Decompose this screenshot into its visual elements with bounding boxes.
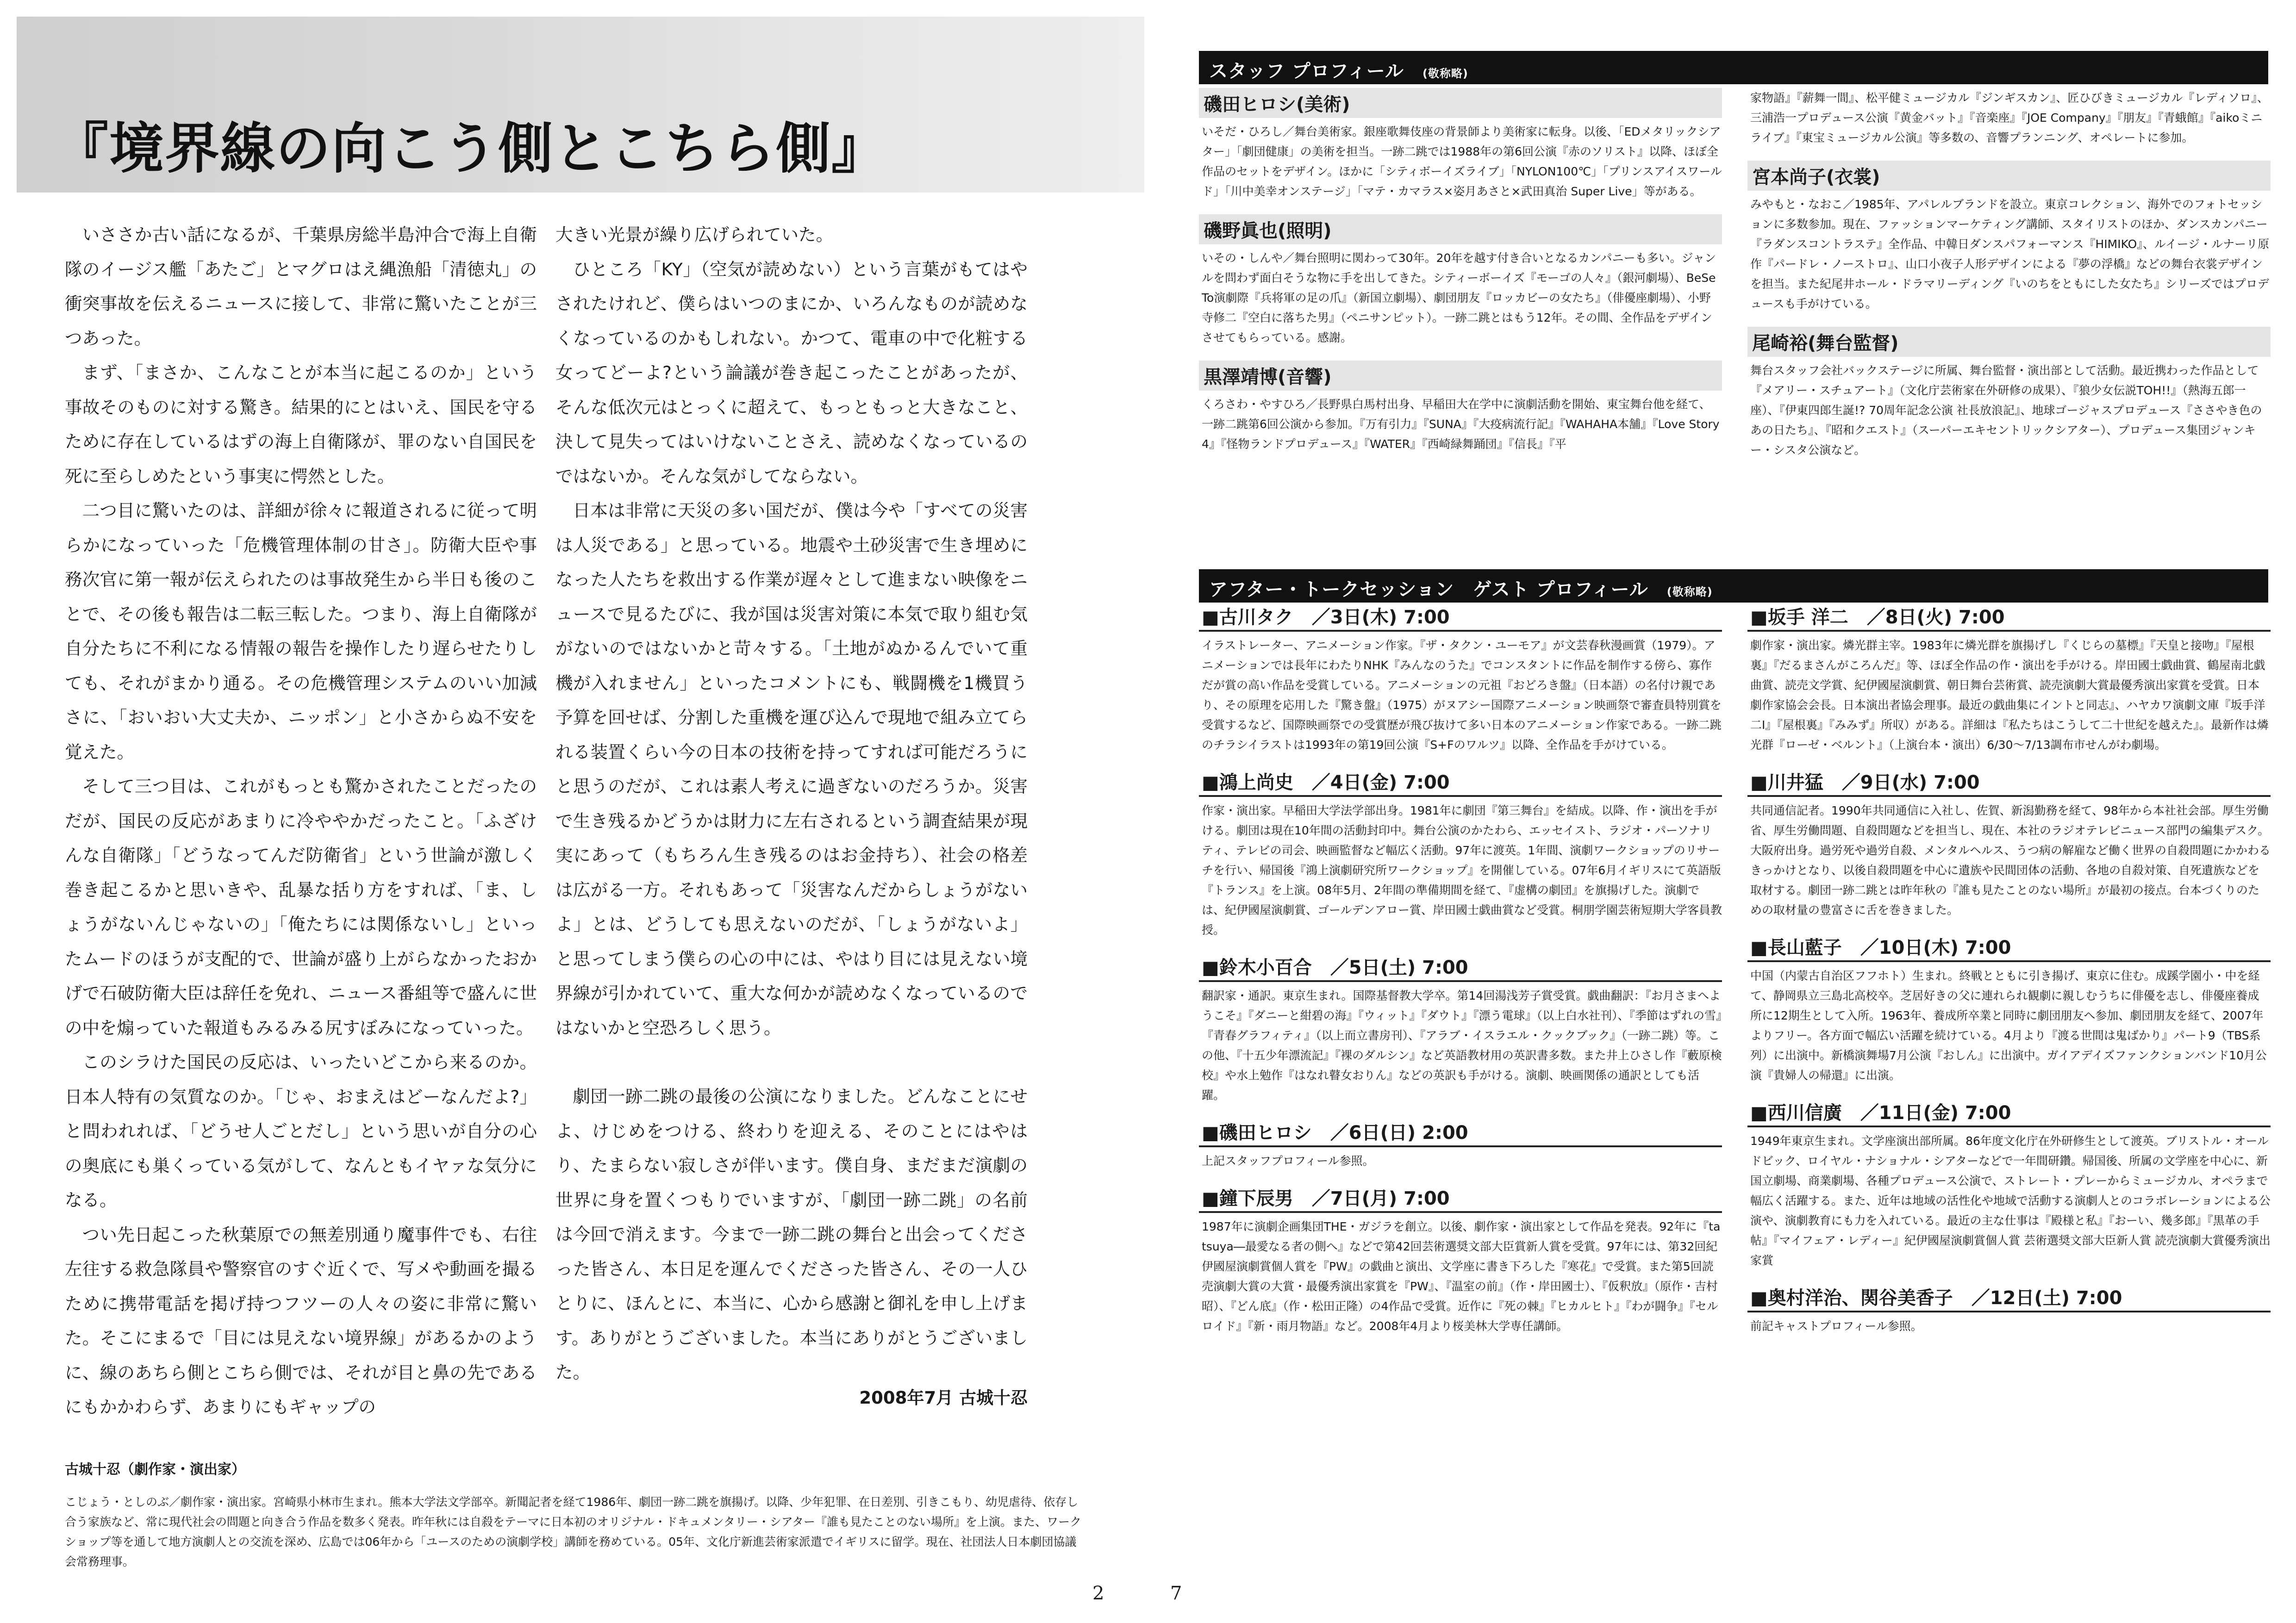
essay-paragraph: いささか古い話になるが、千葉県房総半島沖合で海上自衛隊のイージス艦「あたご」とマグロはえ縄漁船「清徳丸」の衝突事故を伝えるニュースに接して、非常に驚いたことが三つあった。 xyxy=(65,224,537,348)
staff-name: 磯田ヒロシ(美術) xyxy=(1199,88,1722,118)
staff-entry xyxy=(1747,161,2271,314)
essay-paragraph: ひところ「KY」（空気が読めない）という言葉がもてはやされたけれど、僕らはいつのまにか、いろんなものが読めなくなっているのかもしれない。かつて、電車の中で化粧する女ってどーよ?という論議が巻き起こったことがあったが、そんな低次元はとっくに超えて、もっともっと大きなこと、決して見失ってはいけないことさえ、読めなくなっているのではないか。そんな気がしてならない。 xyxy=(555,259,1028,486)
guest-entry xyxy=(1747,1282,2271,1336)
essay-body xyxy=(65,218,1092,1439)
essay-signature: 2008年7月 古城十忍 xyxy=(859,1388,1028,1408)
staff-name: 尾崎裕(舞台監督) xyxy=(1747,327,2271,357)
essay-paragraph: そして三つ目は、これがもっとも驚かされたことだったのだが、国民の反応があまりに冷ややかだったこと。「ふざけんな自衛隊」「どうなってんだ防衛省」という世論が激しく巻き起こるかと思いきや、乱暴な括り方をすれば、「ま、しょうがないんじゃないの」「俺たちには関係ないし」といったムードのほうが支配的で、世論が盛り上がらなかったおかげで石破防衛大臣は辞任を免れ、ニュース番組等で盛んに世の中を煽っていた報道もみるみる尻すぼみになっていった。 xyxy=(65,776,537,1038)
staff-entry xyxy=(1747,88,2271,148)
guest-text: 1949年東京生まれ。文学座演出部所属。86年度文化庁在外研修生として渡英。ブリストル・オールドビック、ロイヤル・ナショナル・シアターなどで一年間研鑽。帰国後、所属の文学座を中心に、新国立劇場、商業劇場、各種プロデュース公演で、ストレート・プレーからミュージカル、オペラまで幅広く活躍する。また、近年は地域の活性化や地域で活動する演劇人とのコラボレーションによる公演や、演劇教育にも力を入れている。最近の主な仕事は『殿様と私』『おーい、幾多郎』『黒革の手帖』『マイフェア・レディー』紀伊國屋演劇賞個人賞 芸術選奨文部大臣新人賞 読売演劇大賞優秀演出家賞 xyxy=(1750,1134,2271,1267)
guest-text: 翻訳家・通訳。東京生まれ。国際基督教大学卒。第14回湯浅芳子賞受賞。戯曲翻訳：『お月さまへようこそ』『ダニーと紺碧の海』『ウィット』『ダウト』『漂う電球』（以上白水社刊）、『季節はずれの雪』『青春グラフィティ』（以上而立書房刊）、『アラブ・イスラエル・クックブック』（一跡二跳）等。この他、『十五少年漂流記』『裸のダルシン』など英語教材用の英訳書多数。また井上ひさし作『藪原検校』や水上勉作『はなれ瞽女おりん』などの英訳も手がける。演劇、映画関係の通訳としても活躍。 xyxy=(1202,989,1722,1102)
guest-text: 上記スタッフプロフィール参照。 xyxy=(1202,1154,1374,1168)
author-bio-name: 古城十忍（劇作家・演出家） xyxy=(65,1461,245,1478)
guest-text: 劇作家・演出家。燐光群主宰。1983年に燐光群を旗揚げし『くじらの墓標』『天皇と接吻』『屋根裏』『だるまさんがころんだ』等、ほぼ全作品の作・演出を手がける。岸田國士戯曲賞、鶴屋南北戯曲賞、読売文学賞、紀伊國屋演劇賞、朝日舞台芸術賞、読売演劇大賞最優秀演出家賞を受賞。日本劇作家協会会長。日本演出者協会理事。最近の戯曲集にイントと同志』、ハヤカワ演劇文庫『坂手洋二I』『屋根裏』『みみず』所収）がある。詳細は『私たちはこうして二十世紀を越えた』。最新作は燐光群『ローゼ・ベルント』（上演台本・演出）6/30～7/13調布市せんがわ劇場。 xyxy=(1750,639,2269,752)
guest-entry xyxy=(1199,952,1722,1105)
guest-text: 作家・演出家。早稲田大学法学部出身。1981年に劇団『第三舞台』を結成。以降、作・演出を手がける。劇団は現在10年間の活動封印中。舞台公演のかたわら、エッセイスト、ラジオ・パーソナリティ、テレビの司会、映画監督など幅広く活動。97年に渡英。1年間、演劇ワークショップのリサーチを行い、帰国後『鴻上演劇研究所ワークショップ』を開催している。07年6月イギリスにて英語版『トランス』を上演。08年5月、2年間の準備期間を経て、『虚構の劇団』を旗揚げした。演劇では、紀伊國屋演劇賞、ゴールデンアロー賞、岸田國士戯曲賞など受賞。桐朋学園芸術短期大学客員教授。 xyxy=(1202,804,1722,937)
guest-entry xyxy=(1199,1117,1722,1171)
guest-entry xyxy=(1747,1097,2271,1270)
staff-column-1 xyxy=(1199,88,1722,467)
page-number: 7 xyxy=(1170,1583,1182,1604)
essay-paragraph: このシラけた国民の反応は、いったいどこから来るのか。日本人特有の気質なのか。「じゃ、おまえはどーなんだよ?」と問われれば、「どうせ人ごとだし」という思いが自分の心の奥底にも巣くっている気がして、なんともイヤァな気分になる。 xyxy=(65,1052,537,1210)
guest-entry xyxy=(1747,602,2271,755)
guest-name: ■奥村洋治、関谷美香子 ／12日(土) 7:00 xyxy=(1747,1282,2271,1312)
guest-section-title: アフター・トークセッション ゲスト プロフィール xyxy=(1209,579,1648,600)
staff-section-note: (敬称略) xyxy=(1422,67,1468,80)
staff-column-2 xyxy=(1747,88,2271,473)
guest-name: ■古川タク ／3日(木) 7:00 xyxy=(1199,602,1722,632)
staff-text: 舞台スタッフ会社バックステージに所属、舞台監督・演出部として活動。最近携わった作品として『メアリー・スチュアート』（文化庁芸術家在外研修の成果）、『狼少女伝説TOH!!』（熱海五郎一座）、『伊東四郎生誕!? 70周年記念公演 社長放浪記』、地球ゴージャスプロデュース『ささやき色のあの日たち』、『昭和クエスト』（スーパーエキセントリックシアター）、プロデュース集団ジャンキー・シスタ公演など。 xyxy=(1750,364,2262,457)
title-band xyxy=(17,17,1144,193)
guest-column-2 xyxy=(1747,602,2271,1348)
staff-text: いその・しんや／舞台照明に関わって30年。20年を越す付き合いとなるカンパニーも多い。ジャンルを問わず面白そうな物に手を出してきた。シティーボーイズ『モーゴの人々』（銀河劇場）、BeSeTo演劇際『兵将軍の足の爪』（新国立劇場）、劇団朋友『ロッカビーの女たち』（俳優座劇場）、小野寺修二『空白に落ちた男』（ペニサンピット）。一跡二跳とはもう12年。その間、全作品をデザインさせてもらっている。感謝。 xyxy=(1202,251,1716,344)
essay-paragraph: 二つ目に驚いたのは、詳細が徐々に報道されるに従って明らかになっていった「危機管理体制の甘さ」。防衛大臣や事務次官に第一報が伝えられたのは事故発生から半日も後のことで、その後も報告は二転三転した。つまり、海上自衛隊が自分たちに不利になる情報の報告を操作したり遅らせたりしても、それがまかり通る。その危機管理システムのいい加減さに、「おいおい大丈夫か、ニッポン」と小さからぬ不安を覚えた。 xyxy=(65,500,537,762)
staff-section-title: スタッフ プロフィール xyxy=(1209,61,1404,82)
staff-section-header xyxy=(1199,51,2268,84)
guest-column-1 xyxy=(1199,602,1722,1348)
guest-section-note: (敬称略) xyxy=(1666,585,1713,598)
guest-name: ■鈴木小百合 ／5日(土) 7:00 xyxy=(1199,952,1722,982)
staff-name: 黒澤靖博(音響) xyxy=(1199,361,1722,391)
guest-entry xyxy=(1747,932,2271,1085)
guest-section-header xyxy=(1199,569,2268,603)
guest-name: ■長山藍子 ／10日(木) 7:00 xyxy=(1747,932,2271,962)
essay-title: 『境界線の向こう側とこちら側』 xyxy=(54,116,887,180)
guest-text: 1987年に演劇企画集団THE・ガジラを創立。以後、劇作家・演出家として作品を発表。92年に『tatsuya―最愛なる者の側へ』などで第42回芸術選奨文部大臣賞新人賞を受賞。97年には、第32回紀伊國屋演劇賞個人賞を『PW』の戯曲と演出、文学座に書き下ろした『寒花』で受賞。また第5回読売演劇大賞の大賞・最優秀演出家賞を『PW』、『温室の前』（作・岸田國士）、『仮釈放』（原作・吉村昭）、『どん底』（作・松田正隆）の4作品で受賞。近作に『死の棘』『ヒカルヒト』『わが闘争』『セルロイド』『新・雨月物語』など。2008年4月より桜美林大学専任講師。 xyxy=(1202,1220,1721,1333)
staff-entry xyxy=(1199,214,1722,348)
guest-text: 中国（内蒙古自治区フフホト）生まれ。終戦とともに引き揚げ、東京に住む。成蹊学園小・中を経て、静岡県立三島北高校卒。芝居好きの父に連れられ観劇に親しむうちに俳優を志し、俳優座養成所に12期生として入所。1963年、養成所卒業と同時に劇団朋友へ参加、劇団朋友を経て、2007年よりフリー。各方面で幅広い活躍を続けている。4月より『渡る世間は鬼ばかり』パート9（TBS系列）に出演中。新橋演舞場7月公演『おしん』に出演中。ガイアデイズファンクションバンド10月公演『貴婦人の帰還』に出演。 xyxy=(1750,969,2267,1082)
page-number: 2 xyxy=(1092,1583,1104,1604)
guest-profiles xyxy=(1199,602,2271,1573)
guest-entry xyxy=(1747,767,2271,920)
staff-text: くろさわ・やすひろ／長野県白馬村出身、早稲田大在学中に演劇活動を開始、東宝舞台他を経て、一跡二跳第6回公演から参加。『万有引力』『SUNA』『大疫病流行記』『WAHAHA本舗』『Love Story4』『怪物ランドプロデュース』『WATER』『西崎緑舞踊団』『信長』『平 xyxy=(1202,398,1720,451)
guest-name: ■鐘下辰男 ／7日(月) 7:00 xyxy=(1199,1183,1722,1213)
author-bio xyxy=(65,1458,1083,1572)
staff-entry xyxy=(1747,327,2271,460)
essay-column-2 xyxy=(555,218,1028,1390)
staff-entry xyxy=(1199,88,1722,201)
staff-name: 磯野眞也(照明) xyxy=(1199,214,1722,244)
author-bio-text: こじょう・としのぶ／劇作家・演出家。宮崎県小林市生まれ。熊本大学法文学部卒。新聞記者を経て1986年、劇団一跡二跳を旗揚げ。以降、少年犯罪、在日差別、引きこもり、幼児虐待、依存し合う家族など、常に現代社会の問題と向き合う作品を数多く発表。昨年秋には自殺をテーマに日本初のオリジナル・ドキュメンタリー・シアター『誰も見たことのない場所』を上演。また、ワークショップ等を通して地方演劇人との交流を深め、広島では06年から「ユースのための演劇学校」講師を務めている。05年、文化庁新進芸術家派遣でイギリスに留学。現在、社団法人日本劇団協議会常務理事。 xyxy=(65,1495,1082,1568)
staff-text: みやもと・なおこ／1985年、アパレルブランドを設立。東京コレクション、海外でのフォトセッションに多数参加。現在、ファッションマーケティング講師、スタイリストのほか、ダンスカンパニー『ラダンスコントラステ』全作品、中韓日ダンスパフォーマンス『HIMIKO』、ルイージ・ルナーリ原作『パードレ・ノーストロ』、山口小夜子人形デザインによる『夢の浮橋』などの舞台衣裳デザインを担当。また紀尾井ホール・ドラマリーディング『いのちをともにした女たち』シリーズではプロデュースも手がけている。 xyxy=(1750,198,2270,311)
right-page xyxy=(1148,0,2296,1623)
guest-entry xyxy=(1199,767,1722,940)
guest-text: 前記キャストプロフィール参照。 xyxy=(1750,1319,1922,1333)
staff-entry xyxy=(1199,361,1722,454)
guest-name: ■鴻上尚史 ／4日(金) 7:00 xyxy=(1199,767,1722,797)
essay-paragraph: 日本は非常に天災の多い国だが、僕は今や「すべての災害は人災である」と思っている。地震や土砂災害で生き埋めになった人たちを救出する作業が遅々として進まない映像をニュースで見るたびに、我が国は災害対策に本気で取り組む気がないのではないかと苛々する。「土地がぬかるんでいて重機が入れません」といったコメントにも、戦闘機を1機買う予算を回せば、分割した重機を運び込んで現地で組み立てられる装置くらい今の日本の技術を持ってすれば可能だろうにと思うのだが、これは素人考えに過ぎないのだろうか。災害で生き残るかどうかは財力に左右されるという調査結果が現実にあって（もちろん生き残るのはお金持ち）、社会の格差は広がる一方。それもあって「災害なんだからしょうがないよ」とは、どうしても思えないのだが、「しょうがないよ」と思ってしまう僕らの心の中には、やはり目には見えない境界線が引かれていて、重大な何かが読めなくなっているのではないかと空恐ろしく思う。 xyxy=(555,500,1028,1038)
guest-entry xyxy=(1199,1183,1722,1336)
essay-paragraph: まず、「まさか、こんなことが本当に起こるのか」という事故そのものに対する驚き。結果的にとはいえ、国民を守るために存在しているはずの海上自衛隊が、罪のない自国民を死に至らしめたという事実に愕然とした。 xyxy=(65,362,537,486)
guest-name: ■磯田ヒロシ ／6日(日) 2:00 xyxy=(1199,1117,1722,1147)
staff-text: いそだ・ひろし／舞台美術家。銀座歌舞伎座の背景師より美術家に転身。以後、「EDメタリックシアター」「劇団健康」の美術を担当。一跡二跳では1988年の第6回公演『赤のソリスト』以降、ほぼ全作品のセットをデザイン。ほかに「シティボーイズライブ」「NYLON100℃」「プリンスアイスワールド」「川中美幸オンステージ」「マテ・カマラス×姿月あさと×武田真治 Super Live」等がある。 xyxy=(1202,125,1722,198)
essay-column-1 xyxy=(65,218,537,1424)
essay-paragraph: 大きい光景が繰り広げられていた。 xyxy=(555,224,833,245)
guest-text: 共同通信記者。1990年共同通信に入社し、佐賀、新潟勤務を経て、98年から本社社会部。厚生労働省、厚生労働問題、自殺問題などを担当し、現在、本社のラジオテレビニュース部門の編集デスク。大阪府出身。過労死や過労自殺、メンタルヘルス、うつ病の解雇など働く世界の自殺問題にかかわるきっかけとなり、以後自殺問題を中心に遺族や民間団体の活動、各地の自殺対策、自死遺族などを取材する。劇団一跡二跳とは昨年秋の『誰も見たことのない場所』が最初の接点。台本づくりのための取材量の豊富さに舌を巻きました。 xyxy=(1750,804,2271,917)
staff-text: 家物語』『薪舞一間』、松平健ミュージカル『ジンギスカン』、匠ひびきミュージカル『レディソロ』、三浦浩一プロデュース公演『黄金バット』『音楽座』『JOE Company』『朋友』『青蛾館』『aikoミニライブ』『東宝ミュージカル公演』等多数の、音響プランニング、オペレートに参加。 xyxy=(1750,91,2269,144)
staff-profiles xyxy=(1199,88,2268,560)
essay-paragraph: 劇団一跡二跳の最後の公演になりました。どんなことにせよ、けじめをつける、終わりを迎える、そのことにはやはり、たまらない寂しさが伴います。僕自身、まだまだ演劇の世界に身を置くつもりでいますが、「劇団一跡二跳」の名前は今回で消えます。今まで一跡二跳の舞台と出会ってくださった皆さん、本日足を運んでくださった皆さん、その一人ひとりに、ほんとに、本当に、心から感謝と御礼を申し上げます。ありがとうございました。本当にありがとうございました。 xyxy=(555,1086,1028,1382)
guest-name: ■西川信廣 ／11日(金) 7:00 xyxy=(1747,1097,2271,1127)
guest-entry xyxy=(1199,602,1722,755)
guest-name: ■川井猛 ／9日(水) 7:00 xyxy=(1747,767,2271,797)
staff-name: 宮本尚子(衣裳) xyxy=(1747,161,2271,191)
essay-paragraph: つい先日起こった秋葉原での無差別通り魔事件でも、右往左往する救急隊員や警察官のすぐ近くで、写メや動画を撮るために携帯電話を掲げ持つフツーの人々の姿に非常に驚いた。そこにまるで「目には見えない境界線」があるかのように、線のあちら側とこちら側では、それが目と鼻の先であるにもかかわらず、あまりにもギャップの xyxy=(65,1224,537,1417)
guest-name: ■坂手 洋二 ／8日(火) 7:00 xyxy=(1747,602,2271,632)
guest-text: イラストレーター、アニメーション作家。『ザ・タクン・ユーモア』が文芸春秋漫画賞（1979）。アニメーションでは長年にわたりNHK『みんなのうた』でコンスタントに作品を制作する傍ら、寡作だが賞の高い作品を受賞している。アニメーションの元祖『おどろき盤』（日本語）の名付け親であり、その原理を応用した『驚き盤』（1975）がヌアシー国際アニメーション映画祭で審査員特別賞を受賞するなど、国際映画祭での受賞歴が飛び抜けて多い日本のアニメーション作家である。一跡二跳のチラシイラストは1993年の第19回公演『S+Fのワルツ』以降、全作品を手がけている。 xyxy=(1202,639,1722,752)
